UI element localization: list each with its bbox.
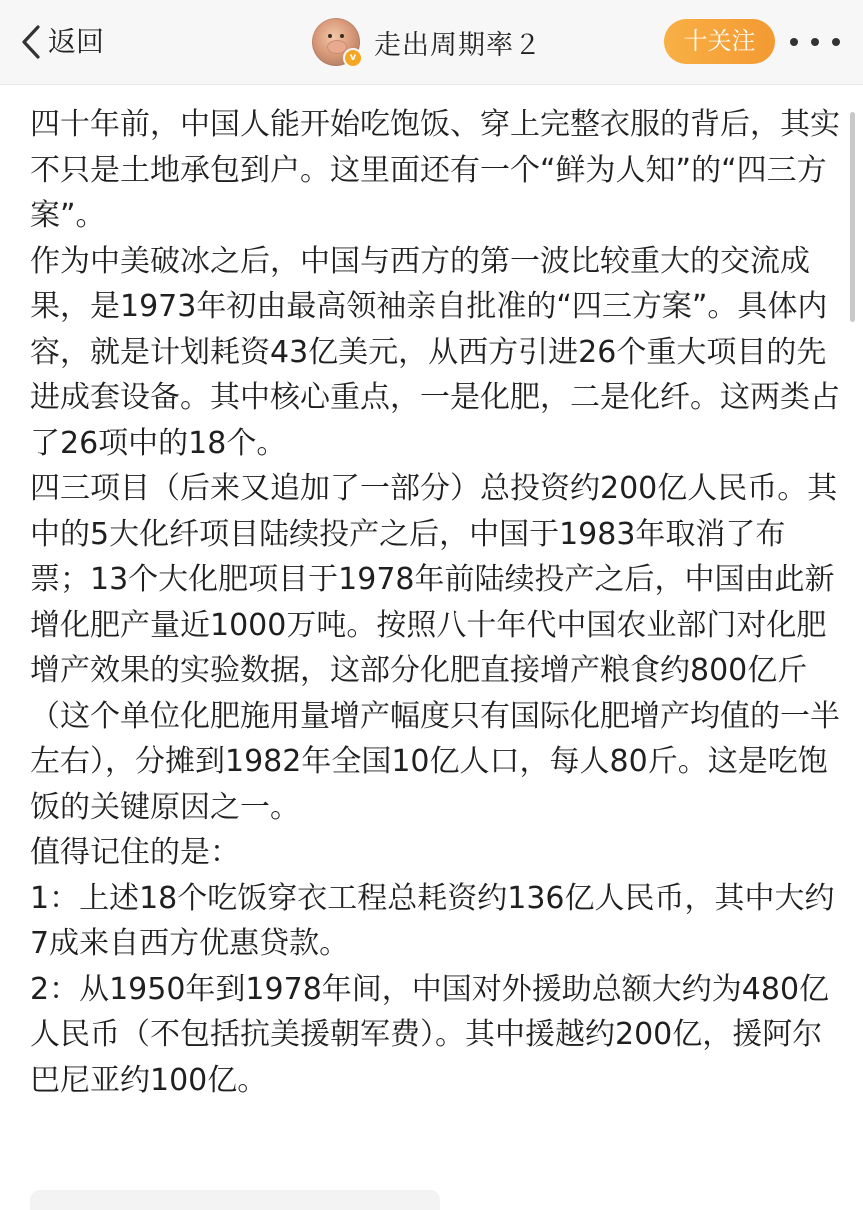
avatar-eye <box>340 34 344 38</box>
post-paragraph: 四十年前，中国人能开始吃饱饭、穿上完整衣服的背后，其实不只是土地承包到户。这里面还有一个“鲜为人知”的“四三方案”。 <box>30 107 840 233</box>
back-button[interactable] <box>20 22 104 62</box>
post-paragraph: 值得记住的是： <box>30 835 240 870</box>
author-info[interactable] <box>312 16 542 68</box>
dot <box>832 38 840 46</box>
post-body <box>30 102 840 1103</box>
next-card-edge <box>30 1190 440 1210</box>
dot <box>811 38 819 46</box>
scrollbar[interactable] <box>850 112 855 322</box>
verified-badge-icon: v <box>343 48 363 68</box>
post-paragraph: 作为中美破冰之后，中国与西方的第一波比较重大的交流成果，是1973年初由最高领袖亲自批准的“四三方案”。具体内容，就是计划耗资43亿美元，从西方引进26个重大项目的先进成套设备。其中核心重点，一是化肥，二是化纤。这两类占了26项中的18个。 <box>30 243 840 461</box>
post-paragraph: 2：从1950年到1978年间，中国对外援助总额大约为480亿人民币（不包括抗美援朝军费）。其中援越约200亿，援阿尔巴尼亚约100亿。 <box>30 971 830 1098</box>
follow-button[interactable]: 十关注 <box>664 19 775 64</box>
author-name[interactable]: 走出周期率２ <box>374 29 542 61</box>
chevron-left-icon <box>20 24 42 60</box>
avatar[interactable] <box>312 18 360 66</box>
top-navbar <box>0 0 863 85</box>
post-paragraph: 1：上述18个吃饭穿衣工程总耗资约136亿人民币，其中大约7成来自西方优惠贷款。 <box>30 880 835 961</box>
back-label: 返回 <box>48 25 105 58</box>
more-dots-icon[interactable] <box>790 30 840 54</box>
dot <box>790 38 798 46</box>
post-paragraph: 四三项目（后来又追加了一部分）总投资约200亿人民币。其中的5大化纤项目陆续投产之后，中国于1983年取消了布票；13个大化肥项目于1978年前陆续投产之后，中国由此新增化肥产量近1000万吨。按照八十年代中国农业部门对化肥增产效果的实验数据，这部分化肥直接增产粮食约800亿斤（这个单位化肥施用量增产幅度只有国际化肥增产均值的一半左右），分摊到1982年全国10亿人口，每人80斤。这是吃饱饭的关键原因之一。 <box>30 471 840 825</box>
avatar-eye <box>328 34 332 38</box>
